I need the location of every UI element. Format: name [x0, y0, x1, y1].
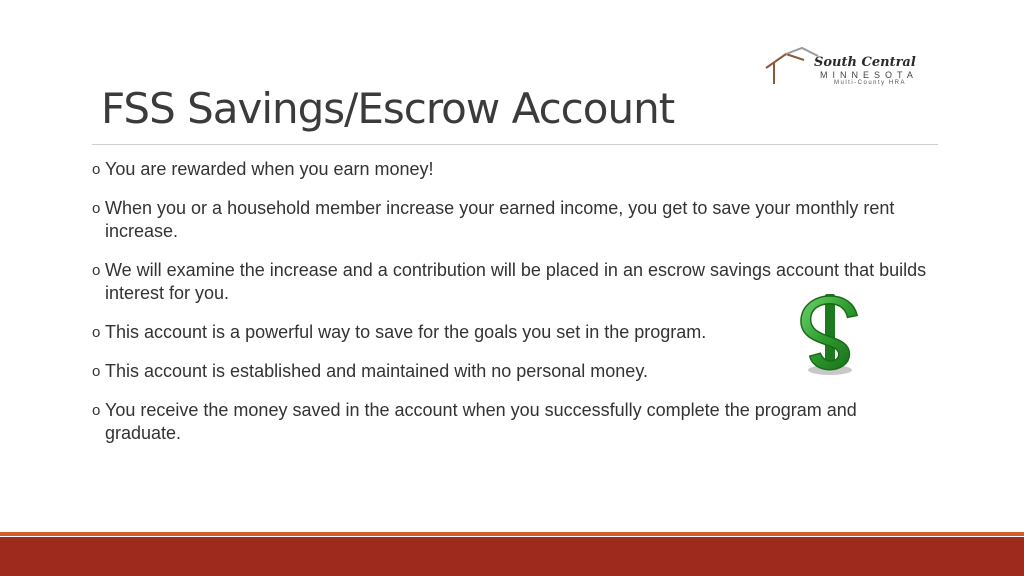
logo-state: MINNESOTA: [820, 70, 918, 80]
dollar-sign-icon: [798, 292, 862, 378]
bullet-item: [92, 197, 937, 243]
bullet-text: You receive the money saved in the account when you successfully complete the program and graduate.: [105, 400, 857, 443]
logo-name: South Central: [814, 55, 916, 70]
title-divider: [92, 144, 938, 145]
logo-agency: Multi-County HRA: [834, 80, 907, 86]
bullet-marker: o: [92, 200, 101, 217]
bullet-text: This account is established and maintained with no personal money.: [105, 361, 648, 381]
bullet-marker: o: [92, 324, 101, 341]
bullet-marker: o: [92, 402, 101, 419]
bullet-marker: o: [92, 161, 101, 178]
bullet-item: [92, 399, 937, 445]
bullet-text: You are rewarded when you earn money!: [105, 159, 434, 179]
bullet-marker: o: [92, 363, 101, 380]
bullet-text: This account is a powerful way to save for the goals you set in the program.: [105, 322, 707, 342]
bullet-text: When you or a household member increase your earned income, you get to save your monthly rent increase.: [105, 198, 895, 241]
organization-logo: [764, 46, 934, 90]
bullet-text: We will examine the increase and a contribution will be placed in an escrow savings account that builds interest for you.: [105, 260, 927, 303]
footer-accent-line: [0, 532, 1024, 536]
footer-bar: [0, 537, 1024, 576]
bullet-item: [92, 158, 937, 181]
bullet-marker: o: [92, 262, 101, 279]
slide-title: FSS Savings/Escrow Account: [101, 84, 675, 133]
